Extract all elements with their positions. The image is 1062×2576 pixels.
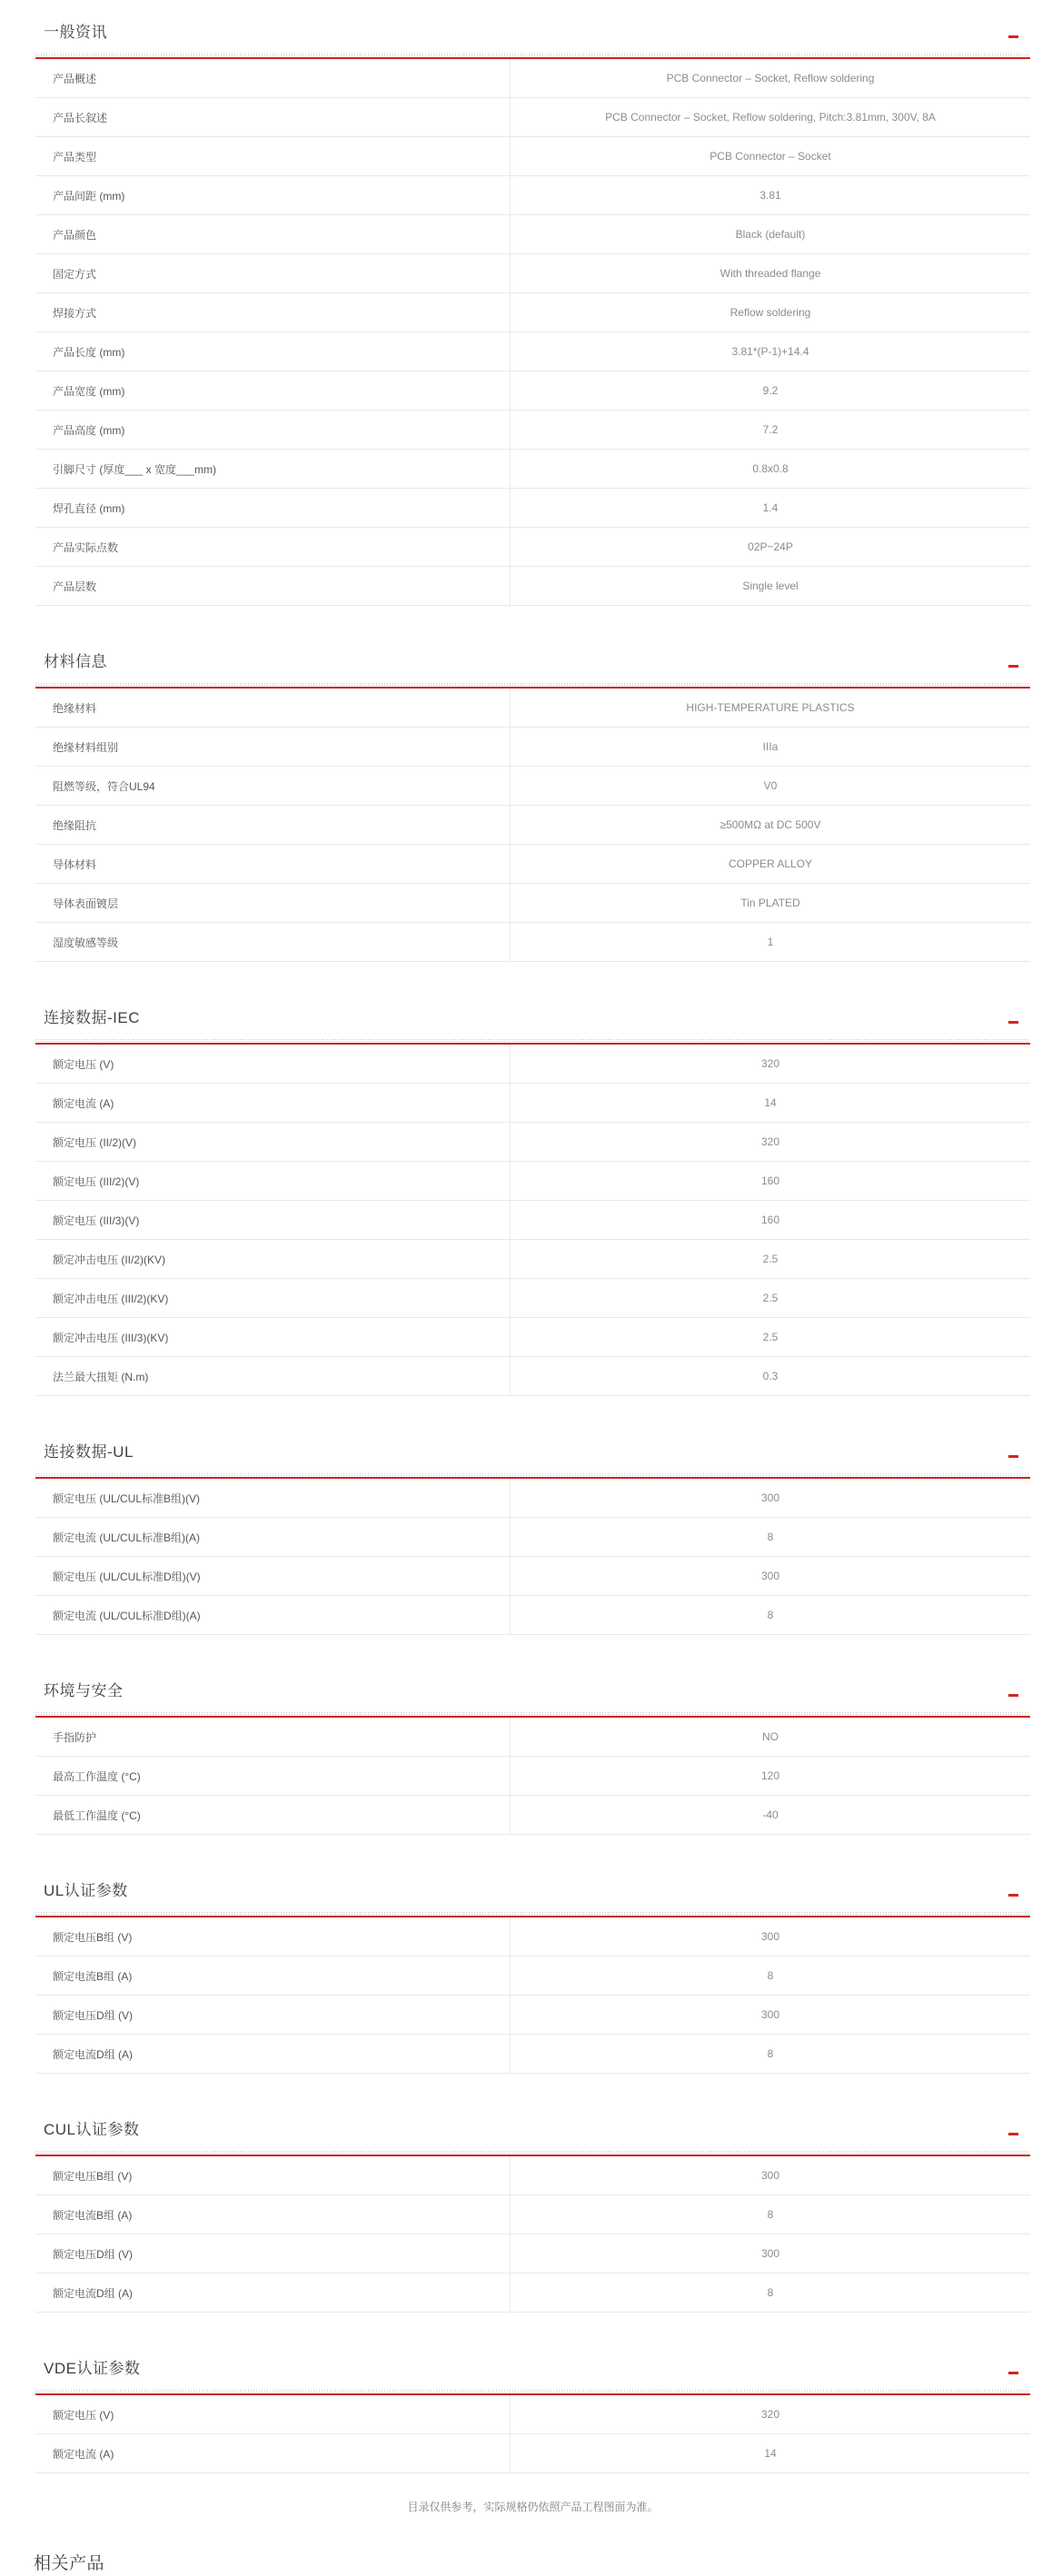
spec-row <box>35 1796 1030 1835</box>
spec-value: 8 <box>767 2047 774 2060</box>
spec-label: 额定电压 (UL/CUL标准D组)(V) <box>35 1557 511 1595</box>
spec-row <box>35 59 1030 98</box>
spec-label: 法兰最大扭矩 (N.m) <box>35 1357 511 1395</box>
spec-value: 02P~24P <box>748 540 793 553</box>
spec-row <box>35 176 1030 215</box>
spec-sections-container <box>35 22 1030 2473</box>
spec-row <box>35 2274 1030 2313</box>
spec-value: 14 <box>764 2447 777 2460</box>
spec-value: PCB Connector – Socket, Reflow soldering, Pitch:3.81mm, 300V, 8A <box>605 111 936 124</box>
spec-row <box>35 923 1030 962</box>
spec-value: ≥500MΩ at DC 500V <box>720 818 821 831</box>
spec-label: 焊孔直径 (mm) <box>35 489 511 527</box>
section-header <box>35 22 1030 53</box>
spec-label: 最低工作温度 (°C) <box>35 1796 511 1834</box>
spec-rows <box>35 689 1030 962</box>
spec-row <box>35 254 1030 293</box>
spec-section <box>35 2119 1030 2313</box>
spec-label: 额定电压 (III/3)(V) <box>35 1201 511 1239</box>
spec-label: 导体表面镀层 <box>35 884 511 922</box>
spec-label: 额定电压 (V) <box>35 1045 511 1083</box>
related-products-heading: 相关产品 <box>34 2554 105 2573</box>
spec-label: 额定电流 (A) <box>35 1084 511 1122</box>
spec-value: 9.2 <box>762 384 779 397</box>
spec-row <box>35 1162 1030 1201</box>
spec-value: 8 <box>767 2286 774 2299</box>
spec-value: COPPER ALLOY <box>728 857 813 870</box>
spec-label: 产品层数 <box>35 567 511 605</box>
spec-section <box>35 22 1030 606</box>
spec-row <box>35 767 1030 806</box>
section-title: VDE认证参数 <box>44 2360 141 2377</box>
spec-label: 额定电压 (II/2)(V) <box>35 1123 511 1161</box>
spec-label: 额定电压B组 (V) <box>35 2156 511 2195</box>
spec-value: 2.5 <box>762 1331 779 1343</box>
spec-value: 2.5 <box>762 1253 779 1265</box>
footer-disclaimer: 目录仅供参考，实际规格仍依照产品工程图面为准。 <box>407 2501 659 2513</box>
spec-rows <box>35 1718 1030 1835</box>
spec-label: 最高工作温度 (°C) <box>35 1757 511 1795</box>
spec-label: 额定电压D组 (V) <box>35 2234 511 2273</box>
spec-row <box>35 1357 1030 1396</box>
spec-value: 160 <box>760 1214 780 1226</box>
spec-label: 产品概述 <box>35 59 511 97</box>
spec-value: 0.3 <box>762 1370 779 1382</box>
spec-row <box>35 332 1030 372</box>
section-title: 环境与安全 <box>44 1682 124 1699</box>
spec-row <box>35 2434 1030 2473</box>
spec-value: 300 <box>760 1930 780 1943</box>
spec-label: 产品高度 (mm) <box>35 411 511 449</box>
spec-label: 产品颜色 <box>35 215 511 253</box>
spec-value: 320 <box>760 1057 780 1070</box>
collapse-minus-icon[interactable] <box>1008 2133 1018 2135</box>
spec-rows <box>35 1479 1030 1635</box>
spec-row <box>35 1917 1030 1957</box>
spec-value: PCB Connector – Socket <box>710 150 831 163</box>
spec-label: 额定电流D组 (A) <box>35 2035 511 2073</box>
spec-value: Reflow soldering <box>730 306 811 319</box>
spec-value: 2.5 <box>762 1292 779 1304</box>
spec-label: 额定冲击电压 (III/3)(KV) <box>35 1318 511 1356</box>
spec-value: 1.4 <box>762 501 779 514</box>
spec-label: 产品间距 (mm) <box>35 176 511 214</box>
section-header <box>35 1007 1030 1038</box>
spec-row <box>35 1518 1030 1557</box>
spec-row <box>35 2234 1030 2274</box>
spec-row <box>35 1045 1030 1084</box>
spec-row <box>35 2395 1030 2434</box>
collapse-minus-icon[interactable] <box>1008 1894 1018 1897</box>
spec-value: 8 <box>767 1969 774 1982</box>
spec-label: 手指防护 <box>35 1718 511 1756</box>
section-title: 连接数据-IEC <box>44 1009 140 1026</box>
spec-row <box>35 2156 1030 2195</box>
spec-section <box>35 651 1030 962</box>
spec-row <box>35 293 1030 332</box>
collapse-minus-icon[interactable] <box>1008 665 1018 668</box>
spec-value: HIGH-TEMPERATURE PLASTICS <box>686 701 855 714</box>
spec-label: 绝缘材料组别 <box>35 728 511 766</box>
spec-row <box>35 1240 1030 1279</box>
spec-row <box>35 1996 1030 2035</box>
spec-row <box>35 137 1030 176</box>
spec-label: 焊接方式 <box>35 293 511 332</box>
section-header <box>35 1442 1030 1472</box>
spec-section <box>35 1680 1030 1835</box>
spec-value: 8 <box>767 1609 774 1621</box>
product-spec-page <box>35 22 1030 2576</box>
spec-row <box>35 2195 1030 2234</box>
spec-value: 8 <box>767 2208 774 2221</box>
spec-label: 产品宽度 (mm) <box>35 372 511 410</box>
collapse-minus-icon[interactable] <box>1008 1694 1018 1697</box>
collapse-minus-icon[interactable] <box>1008 1021 1018 1024</box>
section-title: 材料信息 <box>44 653 107 670</box>
spec-value: Tin PLATED <box>740 897 800 909</box>
spec-label: 导体材料 <box>35 845 511 883</box>
spec-row <box>35 1279 1030 1318</box>
spec-value: 320 <box>760 2408 780 2421</box>
spec-value: 14 <box>764 1096 777 1109</box>
spec-value: 300 <box>760 2169 780 2182</box>
spec-label: 额定电流D组 (A) <box>35 2274 511 2312</box>
spec-section <box>35 1007 1030 1396</box>
spec-section <box>35 1880 1030 2074</box>
spec-row <box>35 1718 1030 1757</box>
spec-label: 额定电流B组 (A) <box>35 2195 511 2234</box>
spec-value: 1 <box>767 936 774 948</box>
spec-label: 额定冲击电压 (II/2)(KV) <box>35 1240 511 1278</box>
spec-label: 产品类型 <box>35 137 511 175</box>
spec-value: 300 <box>760 1491 780 1504</box>
spec-row <box>35 1318 1030 1357</box>
section-title: UL认证参数 <box>44 1882 128 1899</box>
spec-row <box>35 689 1030 728</box>
spec-rows <box>35 2156 1030 2313</box>
spec-label: 固定方式 <box>35 254 511 292</box>
spec-label: 额定电压 (V) <box>35 2395 511 2433</box>
section-title: CUL认证参数 <box>44 2121 140 2138</box>
spec-row <box>35 845 1030 884</box>
spec-value: Single level <box>742 580 799 592</box>
spec-value: 300 <box>760 2247 780 2260</box>
spec-value: NO <box>762 1730 779 1743</box>
section-header <box>35 2358 1030 2389</box>
spec-row <box>35 1596 1030 1635</box>
spec-label: 绝缘阻抗 <box>35 806 511 844</box>
spec-row <box>35 806 1030 845</box>
spec-row <box>35 528 1030 567</box>
spec-value: 160 <box>760 1174 780 1187</box>
spec-row <box>35 1123 1030 1162</box>
spec-label: 额定电流 (A) <box>35 2434 511 2472</box>
spec-label: 额定电压B组 (V) <box>35 1917 511 1956</box>
collapse-minus-icon[interactable] <box>1008 2372 1018 2374</box>
spec-row <box>35 98 1030 137</box>
spec-value: V0 <box>763 779 778 792</box>
collapse-minus-icon[interactable] <box>1008 35 1018 38</box>
section-header <box>35 2119 1030 2150</box>
spec-rows <box>35 2395 1030 2473</box>
spec-value: 8 <box>767 1531 774 1543</box>
spec-row <box>35 372 1030 411</box>
spec-label: 阻燃等级，符合UL94 <box>35 767 511 805</box>
spec-label: 额定电压D组 (V) <box>35 1996 511 2034</box>
spec-row <box>35 1557 1030 1596</box>
spec-row <box>35 1757 1030 1796</box>
spec-rows <box>35 59 1030 606</box>
spec-section <box>35 2358 1030 2473</box>
spec-label: 产品长度 (mm) <box>35 332 511 371</box>
spec-row <box>35 489 1030 528</box>
spec-label: 额定冲击电压 (III/2)(KV) <box>35 1279 511 1317</box>
spec-rows <box>35 1045 1030 1396</box>
section-title: 一般资讯 <box>44 24 107 41</box>
spec-row <box>35 728 1030 767</box>
spec-row <box>35 884 1030 923</box>
spec-label: 额定电压 (UL/CUL标准B组)(V) <box>35 1479 511 1517</box>
spec-value: 320 <box>760 1135 780 1148</box>
spec-label: 额定电流B组 (A) <box>35 1957 511 1995</box>
spec-value: 120 <box>760 1769 780 1782</box>
spec-value: PCB Connector – Socket, Reflow soldering <box>666 72 875 84</box>
spec-rows <box>35 1917 1030 2074</box>
spec-section <box>35 1442 1030 1635</box>
spec-row <box>35 567 1030 606</box>
spec-value: Black (default) <box>735 228 806 241</box>
section-header <box>35 651 1030 682</box>
section-header <box>35 1880 1030 1911</box>
spec-value: 0.8x0.8 <box>752 462 789 475</box>
collapse-minus-icon[interactable] <box>1008 1455 1018 1458</box>
spec-row <box>35 2035 1030 2074</box>
spec-value: -40 <box>762 1808 779 1821</box>
spec-label: 湿度敏感等级 <box>35 923 511 961</box>
spec-value: 300 <box>760 1570 780 1582</box>
spec-row <box>35 1957 1030 1996</box>
spec-row <box>35 215 1030 254</box>
spec-row <box>35 411 1030 450</box>
spec-row <box>35 450 1030 489</box>
spec-label: 额定电压 (III/2)(V) <box>35 1162 511 1200</box>
spec-value: 300 <box>760 2008 780 2021</box>
spec-row <box>35 1201 1030 1240</box>
spec-value: With threaded flange <box>720 267 821 280</box>
spec-value: 3.81*(P-1)+14.4 <box>731 345 809 358</box>
spec-label: 产品实际点数 <box>35 528 511 566</box>
spec-label: 额定电流 (UL/CUL标准B组)(A) <box>35 1518 511 1556</box>
spec-label: 绝缘材料 <box>35 689 511 727</box>
spec-value: 7.2 <box>762 423 779 436</box>
section-header <box>35 1680 1030 1711</box>
spec-label: 额定电流 (UL/CUL标准D组)(A) <box>35 1596 511 1634</box>
spec-label: 产品长叙述 <box>35 98 511 136</box>
spec-value: 3.81 <box>759 189 781 202</box>
spec-row <box>35 1479 1030 1518</box>
spec-value: IIIa <box>762 740 779 753</box>
section-title: 连接数据-UL <box>44 1443 134 1461</box>
spec-label: 引脚尺寸 (厚度___ x 宽度___mm) <box>35 450 511 488</box>
spec-row <box>35 1084 1030 1123</box>
